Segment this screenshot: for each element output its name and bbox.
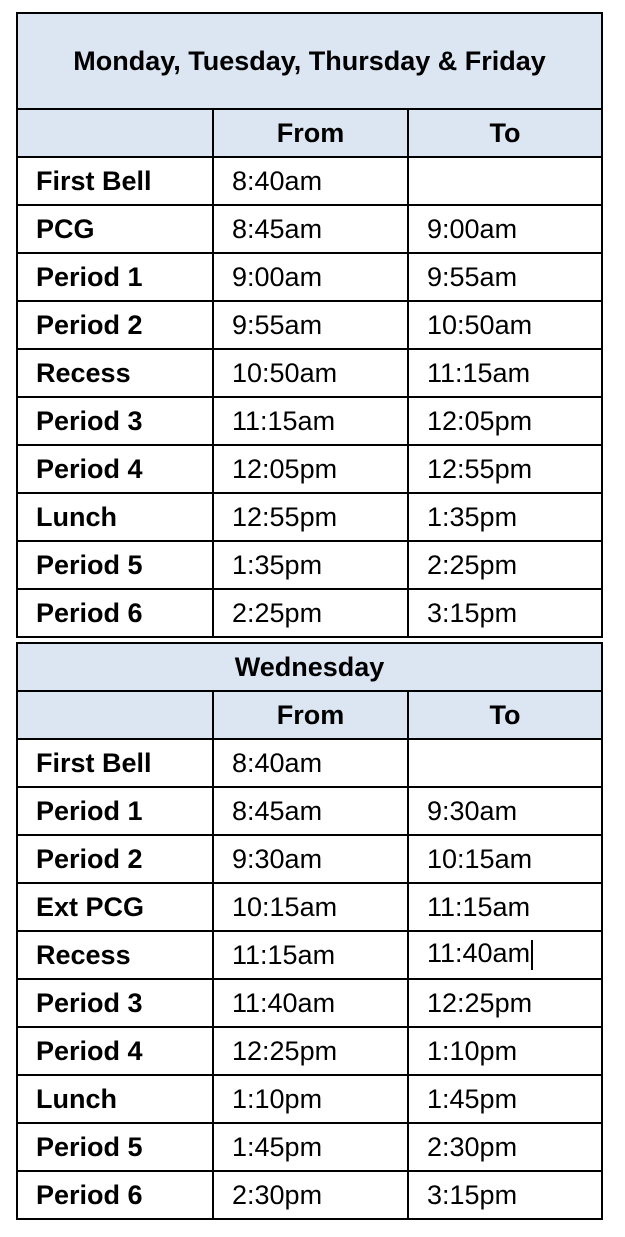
to-time-cell[interactable] [408, 931, 602, 979]
to-time-cell[interactable]: 10:15am [408, 835, 602, 883]
section-title[interactable]: Wednesday [17, 643, 602, 691]
from-time-cell[interactable]: 10:15am [213, 883, 408, 931]
from-time-cell[interactable]: 8:40am [213, 157, 408, 205]
table-row [17, 589, 602, 637]
from-time-cell[interactable]: 8:40am [213, 739, 408, 787]
column-header-from[interactable]: From [213, 109, 408, 157]
to-time-cell[interactable]: 11:15am [408, 883, 602, 931]
title-row [17, 13, 602, 109]
to-time-cell[interactable]: 1:35pm [408, 493, 602, 541]
to-time-cell[interactable]: 3:15pm [408, 1171, 602, 1219]
column-header-blank[interactable] [17, 691, 213, 739]
from-time-cell[interactable]: 8:45am [213, 205, 408, 253]
table-row [17, 445, 602, 493]
period-label-cell[interactable]: Period 6 [17, 589, 213, 637]
table-row [17, 1075, 602, 1123]
period-label-cell[interactable]: First Bell [17, 157, 213, 205]
table-row [17, 1171, 602, 1219]
table-row [17, 739, 602, 787]
to-time-cell[interactable]: 2:30pm [408, 1123, 602, 1171]
period-label-cell[interactable]: Period 4 [17, 445, 213, 493]
section-title[interactable]: Monday, Tuesday, Thursday & Friday [17, 13, 602, 109]
table-row [17, 205, 602, 253]
to-time-cell[interactable]: 12:05pm [408, 397, 602, 445]
text-cursor [531, 940, 533, 970]
to-time-cell[interactable]: 12:55pm [408, 445, 602, 493]
to-time-cell[interactable]: 12:25pm [408, 979, 602, 1027]
column-header-to[interactable]: To [408, 109, 602, 157]
period-label-cell[interactable]: Period 6 [17, 1171, 213, 1219]
table-row [17, 979, 602, 1027]
from-time-cell[interactable]: 1:10pm [213, 1075, 408, 1123]
to-time-cell[interactable] [408, 739, 602, 787]
table-row [17, 157, 602, 205]
timetable-mon-tue-thu-fri [16, 12, 603, 638]
period-label-cell[interactable]: Lunch [17, 1075, 213, 1123]
table-row [17, 1123, 602, 1171]
table-row [17, 787, 602, 835]
table-row [17, 301, 602, 349]
period-label-cell[interactable]: Period 4 [17, 1027, 213, 1075]
period-label-cell[interactable]: PCG [17, 205, 213, 253]
from-time-cell[interactable]: 1:45pm [213, 1123, 408, 1171]
to-time-cell[interactable]: 2:25pm [408, 541, 602, 589]
from-time-cell[interactable]: 8:45am [213, 787, 408, 835]
table-row [17, 931, 602, 979]
to-time-cell[interactable]: 1:45pm [408, 1075, 602, 1123]
period-label-cell[interactable]: Period 2 [17, 301, 213, 349]
from-time-cell[interactable]: 2:30pm [213, 1171, 408, 1219]
to-time-cell[interactable]: 10:50am [408, 301, 602, 349]
from-time-cell[interactable]: 12:05pm [213, 445, 408, 493]
period-label-cell[interactable]: Recess [17, 931, 213, 979]
from-time-cell[interactable]: 9:30am [213, 835, 408, 883]
to-time-cell[interactable]: 9:55am [408, 253, 602, 301]
table-row [17, 253, 602, 301]
period-label-cell[interactable]: Lunch [17, 493, 213, 541]
table-row [17, 835, 602, 883]
table-row [17, 883, 602, 931]
from-time-cell[interactable]: 11:40am [213, 979, 408, 1027]
column-header-to[interactable]: To [408, 691, 602, 739]
period-label-cell[interactable]: Recess [17, 349, 213, 397]
from-time-cell[interactable]: 9:00am [213, 253, 408, 301]
to-time-cell[interactable]: 9:00am [408, 205, 602, 253]
to-time-cell[interactable]: 11:15am [408, 349, 602, 397]
period-label-cell[interactable]: Period 5 [17, 1123, 213, 1171]
period-label-cell[interactable]: Period 5 [17, 541, 213, 589]
from-time-cell[interactable]: 12:25pm [213, 1027, 408, 1075]
timetable-wednesday [16, 642, 603, 1220]
from-time-cell[interactable]: 1:35pm [213, 541, 408, 589]
table-row [17, 541, 602, 589]
column-header-row [17, 109, 602, 157]
period-label-cell[interactable]: First Bell [17, 739, 213, 787]
period-label-cell[interactable]: Period 2 [17, 835, 213, 883]
period-label-cell[interactable]: Period 1 [17, 253, 213, 301]
table-row [17, 397, 602, 445]
to-time-text: 11:40am [427, 938, 531, 969]
from-time-cell[interactable]: 2:25pm [213, 589, 408, 637]
from-time-cell[interactable]: 11:15am [213, 931, 408, 979]
table-row [17, 493, 602, 541]
column-header-blank[interactable] [17, 109, 213, 157]
column-header-row [17, 691, 602, 739]
from-time-cell[interactable]: 10:50am [213, 349, 408, 397]
period-label-cell[interactable]: Period 3 [17, 979, 213, 1027]
column-header-from[interactable]: From [213, 691, 408, 739]
from-time-cell[interactable]: 11:15am [213, 397, 408, 445]
to-time-cell[interactable] [408, 157, 602, 205]
table-row [17, 349, 602, 397]
table-row [17, 1027, 602, 1075]
from-time-cell[interactable]: 12:55pm [213, 493, 408, 541]
to-time-cell[interactable]: 9:30am [408, 787, 602, 835]
from-time-cell[interactable]: 9:55am [213, 301, 408, 349]
period-label-cell[interactable]: Period 3 [17, 397, 213, 445]
period-label-cell[interactable]: Period 1 [17, 787, 213, 835]
to-time-cell[interactable]: 1:10pm [408, 1027, 602, 1075]
to-time-cell[interactable]: 3:15pm [408, 589, 602, 637]
title-row [17, 643, 602, 691]
period-label-cell[interactable]: Ext PCG [17, 883, 213, 931]
